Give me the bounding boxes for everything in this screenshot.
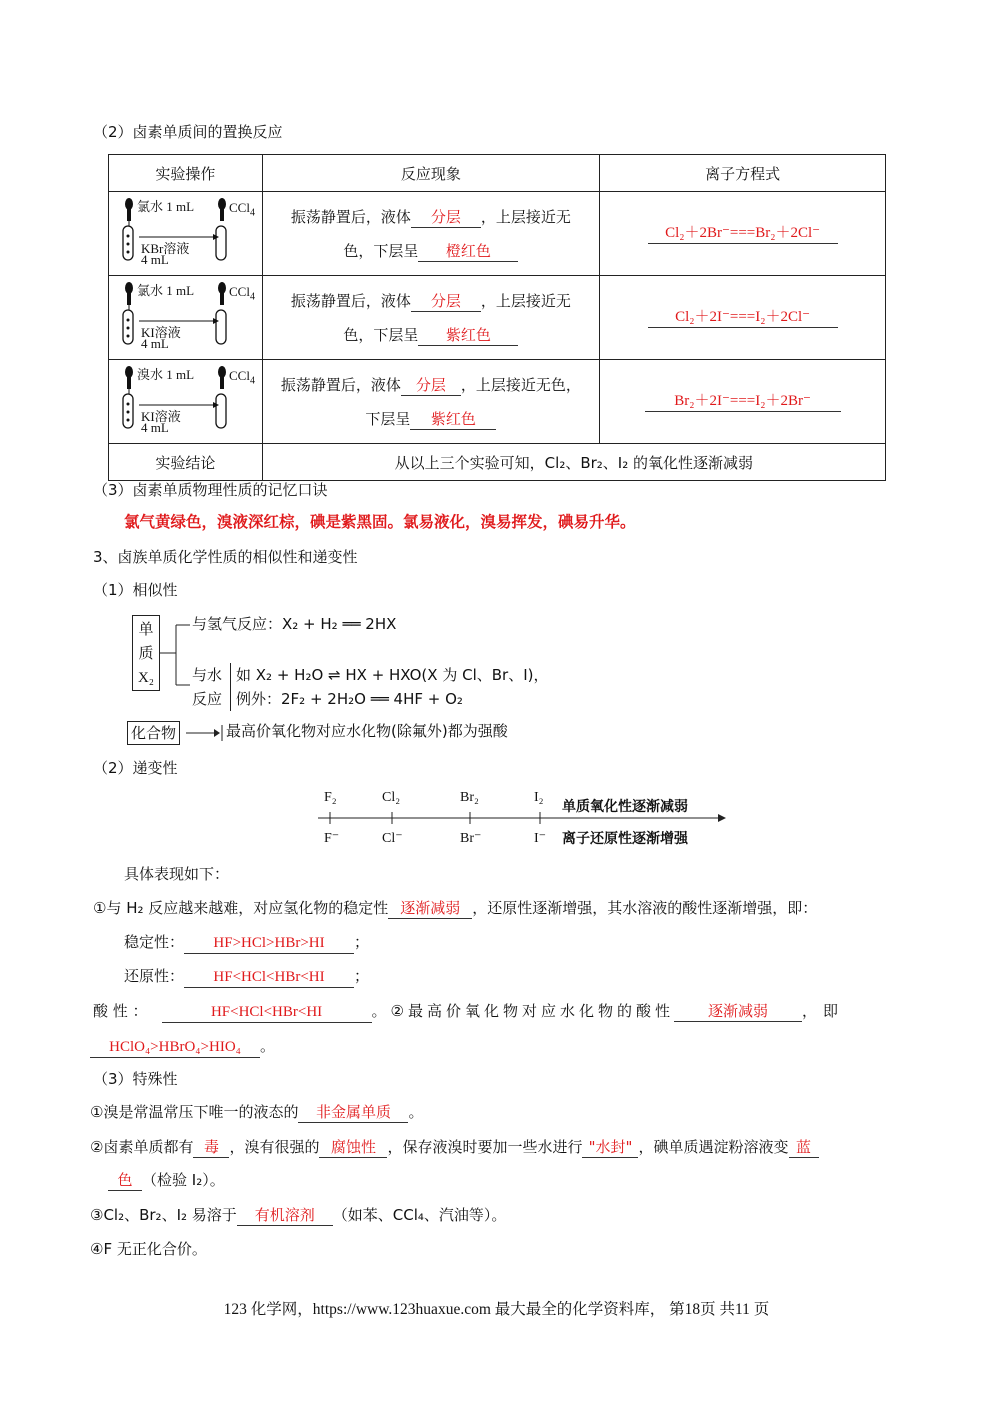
header-phenomenon: 反应现象	[262, 155, 599, 192]
trend-bottom-i: I⁻	[534, 831, 547, 846]
solvent-label: CCl$_4$	[229, 284, 255, 303]
apparatus-diagram	[109, 276, 263, 360]
elemental-box: 单 质 X₂	[132, 615, 160, 691]
apparatus-diagram	[109, 192, 263, 276]
special-4: ④F 无正化合价。	[90, 1240, 207, 1258]
reducibility-line: 还原性： HF<HCl<HBr<HI ；	[124, 964, 369, 988]
conclusion-text: 从以上三个实验可知，Cl₂、Br₂、I₂ 的氧化性逐渐减弱	[262, 444, 885, 481]
answer-blank: 逐渐减弱	[388, 898, 472, 919]
conclusion-label: 实验结论	[109, 444, 263, 481]
phenomenon-cell: 振荡静置后，液体 分层 ，上层接近无 色，下层呈 橙红色	[262, 192, 599, 276]
equation-answer: Cl₂＋2I⁻===I₂＋2Cl⁻	[648, 307, 838, 328]
item1-line: ①与 H₂ 反应越来越难，对应氢化物的稳定性 逐渐减弱 ，还原性逐渐增强，其水溶液的酸性逐渐增强，即：	[93, 899, 818, 917]
volume-label: 4 mL	[141, 336, 169, 351]
table-row	[109, 360, 886, 444]
trend-top-f: F₂	[324, 790, 337, 805]
trend-bottom-br: Br⁻	[460, 831, 482, 846]
answer-blank: 橙红色	[418, 241, 518, 262]
hxo4-line: HClO₄>HBrO₄>HIO₄ 。	[90, 1034, 275, 1058]
phenomenon-cell: 振荡静置后，液体 分层 ，上层接近无色， 下层呈 紫红色	[262, 360, 599, 444]
volume-label: 4 mL	[141, 252, 169, 267]
answer-blank: 分层	[401, 375, 461, 396]
answer-blank: HF<HCl<HBr<HI	[184, 967, 354, 988]
phenomenon-cell: 振荡静置后，液体 分层 ，上层接近无 色，下层呈 紫红色	[262, 276, 599, 360]
answer-blank: 分层	[411, 291, 481, 312]
water-label: 与水 反应	[192, 666, 223, 708]
header-equation: 离子方程式	[600, 155, 886, 192]
trend-top-br: Br₂	[460, 790, 479, 805]
table-row	[109, 276, 886, 360]
page-footer: 123 化学网，https://www.123huaxue.com 最大最全的化学资料库， 第18页 共11 页	[223, 1301, 770, 1318]
special-3: ③Cl₂、Br₂、I₂ 易溶于 有机溶剂 （如苯、CCl₄、汽油等）。	[90, 1206, 507, 1224]
special-2-cont: 色 （检验 I₂）。	[108, 1168, 225, 1192]
answer-blank: 色	[108, 1170, 142, 1191]
answer-blank: "水封"	[582, 1137, 638, 1158]
acidity-line: 酸 性 ： HF<HCl<HBr<HI 。②最高价氧化物对应水化物的酸性 逐渐减弱 ，即	[93, 999, 844, 1023]
solution-label: KI溶液	[141, 325, 181, 340]
special-title: （3）特殊性	[93, 1070, 178, 1088]
equation-cell	[600, 360, 886, 444]
solution-label: KBr溶液	[141, 241, 190, 256]
equation-answer: Cl₂＋2Br⁻===Br₂＋2Cl⁻	[648, 223, 838, 244]
answer-blank: HClO₄>HBrO₄>HIO₄	[90, 1037, 260, 1058]
answer-blank: HF>HCl>HBr>HI	[184, 933, 354, 954]
table-header-row	[109, 155, 886, 192]
answer-blank: 紫红色	[418, 325, 518, 346]
trend-bottom-text: 离子还原性逐渐增强	[562, 831, 688, 847]
reagent-label: 氯水 1 mL	[137, 283, 195, 298]
compound-text: 最高价氧化物对应水化物(除氟外)都为强酸	[226, 722, 508, 740]
solvent-label: CCl$_4$	[229, 368, 255, 387]
experiment-table	[108, 154, 886, 481]
conclusion-row	[109, 444, 886, 481]
answer-blank: 逐渐减弱	[674, 1001, 802, 1022]
answer-blank: HF<HCl<HBr<HI	[162, 1002, 372, 1023]
mnemonic-text: 氯气黄绿色，溴液深红棕，碘是紫黑固。氯易液化，溴易挥发，碘易升华。	[124, 513, 636, 531]
table-row	[109, 192, 886, 276]
section-title-physical: （3）卤素单质物理性质的记忆口诀	[93, 481, 328, 499]
special-2: ②卤素单质都有 毒 ，溴有很强的 腐蚀性 ，保存液溴时要加一些水进行 "水封" ，碘单质遇淀粉溶液变 蓝	[90, 1135, 819, 1159]
stability-line: 稳定性： HF>HCl>HBr>HI ；	[124, 930, 369, 954]
trend-top-i: I₂	[534, 790, 544, 805]
trend-diagram	[318, 790, 728, 850]
trend-title: （2）递变性	[93, 759, 178, 777]
volume-label: 4 mL	[141, 420, 169, 435]
answer-blank: 腐蚀性	[319, 1137, 387, 1158]
answer-blank: 毒	[193, 1137, 229, 1158]
solvent-label: CCl$_4$	[229, 200, 255, 219]
reagent-label: 氯水 1 mL	[137, 199, 195, 214]
trend-bottom-f: F⁻	[324, 831, 340, 846]
water-exception: 例外：2F₂ + 2H₂O ══ 4HF + O₂	[236, 690, 463, 708]
compound-arrow	[184, 723, 224, 743]
section-title-replacement: （2）卤素单质间的置换反应	[93, 123, 283, 141]
detail-intro: 具体表现如下：	[124, 865, 230, 883]
special-1: ①溴是常温常压下唯一的液态的 非金属单质 。	[90, 1103, 424, 1121]
water-divider	[230, 663, 231, 711]
part3-title: 3、卤族单质化学性质的相似性和递变性	[93, 548, 358, 566]
trend-bottom-cl: Cl⁻	[382, 831, 403, 846]
apparatus-diagram	[109, 360, 263, 444]
answer-blank: 紫红色	[410, 409, 496, 430]
similarity-diagram	[132, 615, 572, 745]
trend-top-cl: Cl₂	[382, 790, 401, 805]
header-operation: 实验操作	[109, 155, 263, 192]
answer-blank: 有机溶剂	[237, 1205, 333, 1226]
similarity-title: （1）相似性	[93, 581, 178, 599]
reagent-label: 溴水 1 mL	[137, 367, 195, 382]
trend-top-text: 单质氧化性逐渐减弱	[562, 799, 688, 815]
answer-blank: 蓝	[789, 1137, 819, 1158]
water-rule: 如 X₂ + H₂O ⇌ HX + HXO(X 为 Cl、Br、I)，	[236, 666, 549, 684]
equation-cell	[600, 276, 886, 360]
solution-label: KI溶液	[141, 409, 181, 424]
equation-answer: Br₂＋2I⁻===I₂＋2Br⁻	[645, 391, 841, 412]
compound-box: 化合物	[127, 721, 180, 745]
h2-reaction: 与氢气反应：X₂ + H₂ ══ 2HX	[192, 615, 397, 633]
answer-blank: 非金属单质	[298, 1102, 408, 1123]
answer-blank: 分层	[411, 207, 481, 228]
equation-cell	[600, 192, 886, 276]
